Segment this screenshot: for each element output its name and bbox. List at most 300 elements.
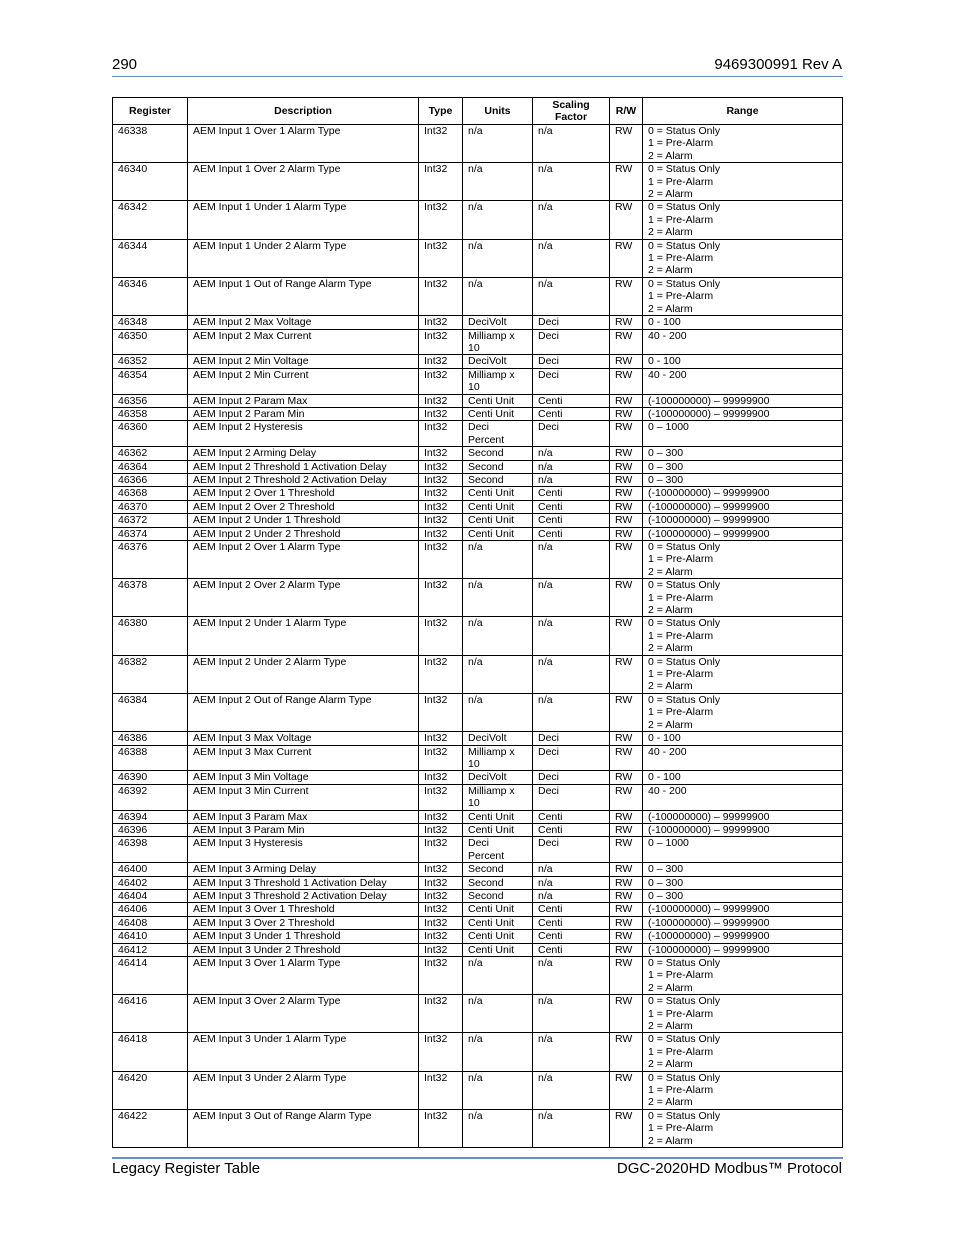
table-row xyxy=(113,1071,843,1109)
units-cell: n/a xyxy=(463,277,533,315)
table-header-row xyxy=(113,98,843,125)
range-cell: 0 - 100 xyxy=(643,355,843,368)
scaling-factor-cell: n/a xyxy=(533,473,610,486)
description-cell: AEM Input 3 Over 2 Threshold xyxy=(188,916,419,929)
range-cell: (-100000000) – 99999900 xyxy=(643,487,843,500)
register-cell: 46344 xyxy=(113,239,188,277)
scaling-factor-cell: Deci xyxy=(533,329,610,355)
type-cell: Int32 xyxy=(419,957,463,995)
rw-cell: RW xyxy=(610,447,643,460)
table-row xyxy=(113,527,843,540)
rw-cell: RW xyxy=(610,930,643,943)
type-cell: Int32 xyxy=(419,394,463,407)
range-cell: 40 - 200 xyxy=(643,745,843,771)
register-cell: 46352 xyxy=(113,355,188,368)
column-header-register: Register xyxy=(113,98,188,125)
scaling-factor-cell: Deci xyxy=(533,745,610,771)
type-cell: Int32 xyxy=(419,316,463,329)
rw-cell: RW xyxy=(610,863,643,876)
scaling-factor-cell: n/a xyxy=(533,617,610,655)
rw-cell: RW xyxy=(610,916,643,929)
type-cell: Int32 xyxy=(419,693,463,731)
range-cell: 0 – 1000 xyxy=(643,421,843,447)
type-cell: Int32 xyxy=(419,745,463,771)
scaling-factor-cell: n/a xyxy=(533,1033,610,1071)
range-cell: 0 = Status Only 1 = Pre-Alarm 2 = Alarm xyxy=(643,617,843,655)
column-header-units: Units xyxy=(463,98,533,125)
table-row xyxy=(113,163,843,201)
register-cell: 46360 xyxy=(113,421,188,447)
register-cell: 46396 xyxy=(113,823,188,836)
units-cell: n/a xyxy=(463,1033,533,1071)
page-number: 290 xyxy=(112,56,138,73)
type-cell: Int32 xyxy=(419,771,463,784)
register-cell: 46392 xyxy=(113,784,188,810)
table-row xyxy=(113,995,843,1033)
register-cell: 46348 xyxy=(113,316,188,329)
description-cell: AEM Input 3 Over 1 Threshold xyxy=(188,903,419,916)
register-cell: 46370 xyxy=(113,500,188,513)
type-cell: Int32 xyxy=(419,527,463,540)
rw-cell: RW xyxy=(610,473,643,486)
register-cell: 46388 xyxy=(113,745,188,771)
rw-cell: RW xyxy=(610,810,643,823)
scaling-factor-cell: Centi xyxy=(533,823,610,836)
scaling-factor-cell: n/a xyxy=(533,201,610,239)
range-cell: 0 - 100 xyxy=(643,771,843,784)
column-header-range: Range xyxy=(643,98,843,125)
scaling-factor-cell: Centi xyxy=(533,943,610,956)
rw-cell: RW xyxy=(610,487,643,500)
description-cell: AEM Input 2 Out of Range Alarm Type xyxy=(188,693,419,731)
scaling-factor-cell: n/a xyxy=(533,541,610,579)
units-cell: n/a xyxy=(463,957,533,995)
type-cell: Int32 xyxy=(419,863,463,876)
rw-cell: RW xyxy=(610,201,643,239)
range-cell: (-100000000) – 99999900 xyxy=(643,527,843,540)
description-cell: AEM Input 2 Max Voltage xyxy=(188,316,419,329)
description-cell: AEM Input 3 Param Min xyxy=(188,823,419,836)
range-cell: (-100000000) – 99999900 xyxy=(643,930,843,943)
range-cell: 0 – 300 xyxy=(643,889,843,902)
rw-cell: RW xyxy=(610,943,643,956)
scaling-factor-cell: n/a xyxy=(533,655,610,693)
table-row xyxy=(113,579,843,617)
table-row xyxy=(113,876,843,889)
scaling-factor-cell: Deci xyxy=(533,837,610,863)
rw-cell: RW xyxy=(610,407,643,420)
description-cell: AEM Input 2 Under 1 Alarm Type xyxy=(188,617,419,655)
scaling-factor-cell: n/a xyxy=(533,163,610,201)
range-cell: 0 = Status Only 1 = Pre-Alarm 2 = Alarm xyxy=(643,1071,843,1109)
scaling-factor-cell: Deci xyxy=(533,784,610,810)
table-row xyxy=(113,329,843,355)
type-cell: Int32 xyxy=(419,125,463,163)
description-cell: AEM Input 3 Param Max xyxy=(188,810,419,823)
scaling-factor-cell: Centi xyxy=(533,500,610,513)
table-row xyxy=(113,394,843,407)
range-cell: 0 – 300 xyxy=(643,876,843,889)
type-cell: Int32 xyxy=(419,407,463,420)
rw-cell: RW xyxy=(610,1071,643,1109)
rw-cell: RW xyxy=(610,617,643,655)
units-cell: n/a xyxy=(463,617,533,655)
table-row xyxy=(113,487,843,500)
scaling-factor-cell: n/a xyxy=(533,1109,610,1147)
register-cell: 46378 xyxy=(113,579,188,617)
description-cell: AEM Input 2 Param Max xyxy=(188,394,419,407)
type-cell: Int32 xyxy=(419,784,463,810)
range-cell: 0 = Status Only 1 = Pre-Alarm 2 = Alarm xyxy=(643,277,843,315)
rw-cell: RW xyxy=(610,1109,643,1147)
register-cell: 46354 xyxy=(113,368,188,394)
rw-cell: RW xyxy=(610,745,643,771)
scaling-factor-cell: n/a xyxy=(533,957,610,995)
units-cell: n/a xyxy=(463,1071,533,1109)
units-cell: n/a xyxy=(463,163,533,201)
range-cell: 0 = Status Only 1 = Pre-Alarm 2 = Alarm xyxy=(643,239,843,277)
range-cell: (-100000000) – 99999900 xyxy=(643,903,843,916)
range-cell: (-100000000) – 99999900 xyxy=(643,394,843,407)
units-cell: DeciVolt xyxy=(463,732,533,745)
description-cell: AEM Input 2 Min Current xyxy=(188,368,419,394)
table-row xyxy=(113,500,843,513)
rw-cell: RW xyxy=(610,771,643,784)
register-cell: 46418 xyxy=(113,1033,188,1071)
register-cell: 46406 xyxy=(113,903,188,916)
units-cell: Second xyxy=(463,876,533,889)
register-cell: 46340 xyxy=(113,163,188,201)
scaling-factor-cell: n/a xyxy=(533,1071,610,1109)
range-cell: (-100000000) – 99999900 xyxy=(643,514,843,527)
rw-cell: RW xyxy=(610,514,643,527)
scaling-factor-cell: Centi xyxy=(533,916,610,929)
description-cell: AEM Input 3 Min Current xyxy=(188,784,419,810)
register-cell: 46408 xyxy=(113,916,188,929)
rw-cell: RW xyxy=(610,655,643,693)
rw-cell: RW xyxy=(610,541,643,579)
type-cell: Int32 xyxy=(419,837,463,863)
units-cell: n/a xyxy=(463,239,533,277)
scaling-factor-cell: n/a xyxy=(533,995,610,1033)
scaling-factor-cell: Deci xyxy=(533,421,610,447)
rw-cell: RW xyxy=(610,957,643,995)
register-cell: 46390 xyxy=(113,771,188,784)
footer-rule xyxy=(112,1157,843,1159)
range-cell: 0 - 100 xyxy=(643,316,843,329)
range-cell: (-100000000) – 99999900 xyxy=(643,500,843,513)
units-cell: Second xyxy=(463,473,533,486)
type-cell: Int32 xyxy=(419,995,463,1033)
description-cell: AEM Input 3 Max Voltage xyxy=(188,732,419,745)
table-row xyxy=(113,239,843,277)
rw-cell: RW xyxy=(610,1033,643,1071)
register-cell: 46368 xyxy=(113,487,188,500)
units-cell: n/a xyxy=(463,579,533,617)
scaling-factor-cell: Deci xyxy=(533,355,610,368)
units-cell: DeciVolt xyxy=(463,771,533,784)
scaling-factor-cell: Deci xyxy=(533,771,610,784)
scaling-factor-cell: Centi xyxy=(533,903,610,916)
table-row xyxy=(113,316,843,329)
table-row xyxy=(113,277,843,315)
rw-cell: RW xyxy=(610,394,643,407)
type-cell: Int32 xyxy=(419,541,463,579)
rw-cell: RW xyxy=(610,889,643,902)
register-cell: 46386 xyxy=(113,732,188,745)
units-cell: Centi Unit xyxy=(463,916,533,929)
table-row xyxy=(113,1033,843,1071)
register-cell: 46404 xyxy=(113,889,188,902)
rw-cell: RW xyxy=(610,527,643,540)
range-cell: 0 = Status Only 1 = Pre-Alarm 2 = Alarm xyxy=(643,693,843,731)
description-cell: AEM Input 2 Under 2 Alarm Type xyxy=(188,655,419,693)
table-row xyxy=(113,732,843,745)
range-cell: 0 = Status Only 1 = Pre-Alarm 2 = Alarm xyxy=(643,655,843,693)
register-cell: 46394 xyxy=(113,810,188,823)
description-cell: AEM Input 3 Min Voltage xyxy=(188,771,419,784)
description-cell: AEM Input 1 Over 2 Alarm Type xyxy=(188,163,419,201)
table-row xyxy=(113,460,843,473)
table-row xyxy=(113,1109,843,1147)
register-cell: 46364 xyxy=(113,460,188,473)
table-row xyxy=(113,125,843,163)
document-id: 9469300991 Rev A xyxy=(714,56,842,73)
units-cell: Centi Unit xyxy=(463,930,533,943)
register-cell: 46412 xyxy=(113,943,188,956)
range-cell: (-100000000) – 99999900 xyxy=(643,407,843,420)
register-cell: 46338 xyxy=(113,125,188,163)
range-cell: 0 = Status Only 1 = Pre-Alarm 2 = Alarm xyxy=(643,1109,843,1147)
type-cell: Int32 xyxy=(419,201,463,239)
description-cell: AEM Input 2 Arming Delay xyxy=(188,447,419,460)
scaling-factor-cell: n/a xyxy=(533,579,610,617)
units-cell: Centi Unit xyxy=(463,810,533,823)
range-cell: (-100000000) – 99999900 xyxy=(643,943,843,956)
rw-cell: RW xyxy=(610,876,643,889)
units-cell: Milliamp x 10 xyxy=(463,368,533,394)
description-cell: AEM Input 2 Hysteresis xyxy=(188,421,419,447)
register-cell: 46420 xyxy=(113,1071,188,1109)
description-cell: AEM Input 2 Param Min xyxy=(188,407,419,420)
table-row xyxy=(113,943,843,956)
scaling-factor-cell: Deci xyxy=(533,732,610,745)
scaling-factor-cell: Centi xyxy=(533,487,610,500)
description-cell: AEM Input 2 Over 2 Threshold xyxy=(188,500,419,513)
type-cell: Int32 xyxy=(419,514,463,527)
register-cell: 46416 xyxy=(113,995,188,1033)
description-cell: AEM Input 1 Under 2 Alarm Type xyxy=(188,239,419,277)
scaling-factor-cell: n/a xyxy=(533,889,610,902)
register-table xyxy=(112,97,843,1148)
rw-cell: RW xyxy=(610,693,643,731)
type-cell: Int32 xyxy=(419,500,463,513)
register-cell: 46382 xyxy=(113,655,188,693)
table-row xyxy=(113,407,843,420)
header-rule xyxy=(112,76,843,77)
table-row xyxy=(113,823,843,836)
range-cell: 0 = Status Only 1 = Pre-Alarm 2 = Alarm xyxy=(643,957,843,995)
type-cell: Int32 xyxy=(419,1109,463,1147)
scaling-factor-cell: Centi xyxy=(533,514,610,527)
units-cell: Centi Unit xyxy=(463,527,533,540)
description-cell: AEM Input 2 Min Voltage xyxy=(188,355,419,368)
footer-title: DGC-2020HD Modbus™ Protocol xyxy=(616,1160,842,1177)
rw-cell: RW xyxy=(610,125,643,163)
type-cell: Int32 xyxy=(419,447,463,460)
units-cell: DeciVolt xyxy=(463,316,533,329)
register-cell: 46410 xyxy=(113,930,188,943)
table-row xyxy=(113,916,843,929)
table-row xyxy=(113,957,843,995)
table-body xyxy=(113,125,843,1148)
type-cell: Int32 xyxy=(419,903,463,916)
range-cell: 0 – 300 xyxy=(643,863,843,876)
description-cell: AEM Input 3 Under 2 Threshold xyxy=(188,943,419,956)
description-cell: AEM Input 2 Over 1 Threshold xyxy=(188,487,419,500)
units-cell: Milliamp x 10 xyxy=(463,745,533,771)
range-cell: 0 = Status Only 1 = Pre-Alarm 2 = Alarm xyxy=(643,1033,843,1071)
scaling-factor-cell: n/a xyxy=(533,447,610,460)
description-cell: AEM Input 3 Threshold 2 Activation Delay xyxy=(188,889,419,902)
units-cell: Centi Unit xyxy=(463,407,533,420)
scaling-factor-cell: n/a xyxy=(533,693,610,731)
register-cell: 46366 xyxy=(113,473,188,486)
scaling-factor-cell: n/a xyxy=(533,863,610,876)
register-cell: 46402 xyxy=(113,876,188,889)
rw-cell: RW xyxy=(610,784,643,810)
range-cell: 0 – 300 xyxy=(643,460,843,473)
units-cell: n/a xyxy=(463,541,533,579)
scaling-factor-cell: Deci xyxy=(533,316,610,329)
rw-cell: RW xyxy=(610,368,643,394)
register-cell: 46342 xyxy=(113,201,188,239)
units-cell: Second xyxy=(463,460,533,473)
type-cell: Int32 xyxy=(419,277,463,315)
table-row xyxy=(113,771,843,784)
register-cell: 46346 xyxy=(113,277,188,315)
rw-cell: RW xyxy=(610,421,643,447)
type-cell: Int32 xyxy=(419,1033,463,1071)
units-cell: Second xyxy=(463,447,533,460)
table-row xyxy=(113,421,843,447)
range-cell: 0 = Status Only 1 = Pre-Alarm 2 = Alarm xyxy=(643,201,843,239)
description-cell: AEM Input 3 Under 2 Alarm Type xyxy=(188,1071,419,1109)
rw-cell: RW xyxy=(610,239,643,277)
rw-cell: RW xyxy=(610,329,643,355)
type-cell: Int32 xyxy=(419,876,463,889)
table-row xyxy=(113,693,843,731)
table-row xyxy=(113,863,843,876)
register-cell: 46400 xyxy=(113,863,188,876)
description-cell: AEM Input 3 Out of Range Alarm Type xyxy=(188,1109,419,1147)
range-cell: 40 - 200 xyxy=(643,368,843,394)
range-cell: 0 = Status Only 1 = Pre-Alarm 2 = Alarm xyxy=(643,995,843,1033)
register-cell: 46358 xyxy=(113,407,188,420)
column-header-type: Type xyxy=(419,98,463,125)
units-cell: n/a xyxy=(463,201,533,239)
register-cell: 46350 xyxy=(113,329,188,355)
scaling-factor-cell: Deci xyxy=(533,368,610,394)
units-cell: DeciVolt xyxy=(463,355,533,368)
units-cell: Deci Percent xyxy=(463,837,533,863)
type-cell: Int32 xyxy=(419,487,463,500)
register-cell: 46380 xyxy=(113,617,188,655)
range-cell: 0 = Status Only 1 = Pre-Alarm 2 = Alarm xyxy=(643,125,843,163)
description-cell: AEM Input 2 Max Current xyxy=(188,329,419,355)
rw-cell: RW xyxy=(610,903,643,916)
type-cell: Int32 xyxy=(419,239,463,277)
register-cell: 46372 xyxy=(113,514,188,527)
rw-cell: RW xyxy=(610,995,643,1033)
table-row xyxy=(113,541,843,579)
rw-cell: RW xyxy=(610,837,643,863)
type-cell: Int32 xyxy=(419,329,463,355)
scaling-factor-cell: Centi xyxy=(533,527,610,540)
type-cell: Int32 xyxy=(419,916,463,929)
table-row xyxy=(113,837,843,863)
type-cell: Int32 xyxy=(419,473,463,486)
description-cell: AEM Input 2 Under 2 Threshold xyxy=(188,527,419,540)
column-header-description: Description xyxy=(188,98,419,125)
description-cell: AEM Input 2 Threshold 2 Activation Delay xyxy=(188,473,419,486)
scaling-factor-cell: n/a xyxy=(533,239,610,277)
description-cell: AEM Input 3 Over 2 Alarm Type xyxy=(188,995,419,1033)
units-cell: n/a xyxy=(463,995,533,1033)
table-row xyxy=(113,784,843,810)
description-cell: AEM Input 3 Hysteresis xyxy=(188,837,419,863)
description-cell: AEM Input 2 Under 1 Threshold xyxy=(188,514,419,527)
units-cell: n/a xyxy=(463,693,533,731)
type-cell: Int32 xyxy=(419,655,463,693)
register-cell: 46398 xyxy=(113,837,188,863)
range-cell: 0 – 300 xyxy=(643,473,843,486)
scaling-factor-cell: Centi xyxy=(533,394,610,407)
table-row xyxy=(113,368,843,394)
description-cell: AEM Input 3 Arming Delay xyxy=(188,863,419,876)
type-cell: Int32 xyxy=(419,579,463,617)
units-cell: Centi Unit xyxy=(463,823,533,836)
table-row xyxy=(113,447,843,460)
column-header-scaling-factor: Scaling Factor xyxy=(533,98,610,125)
scaling-factor-cell: n/a xyxy=(533,876,610,889)
description-cell: AEM Input 3 Over 1 Alarm Type xyxy=(188,957,419,995)
units-cell: Centi Unit xyxy=(463,514,533,527)
range-cell: 0 = Status Only 1 = Pre-Alarm 2 = Alarm xyxy=(643,541,843,579)
table-row xyxy=(113,903,843,916)
type-cell: Int32 xyxy=(419,460,463,473)
table-row xyxy=(113,201,843,239)
type-cell: Int32 xyxy=(419,368,463,394)
type-cell: Int32 xyxy=(419,823,463,836)
range-cell: 0 – 1000 xyxy=(643,837,843,863)
units-cell: Centi Unit xyxy=(463,943,533,956)
table-row xyxy=(113,745,843,771)
units-cell: n/a xyxy=(463,125,533,163)
type-cell: Int32 xyxy=(419,930,463,943)
rw-cell: RW xyxy=(610,277,643,315)
units-cell: n/a xyxy=(463,655,533,693)
type-cell: Int32 xyxy=(419,163,463,201)
register-cell: 46422 xyxy=(113,1109,188,1147)
table-row xyxy=(113,810,843,823)
units-cell: Centi Unit xyxy=(463,903,533,916)
range-cell: (-100000000) – 99999900 xyxy=(643,810,843,823)
type-cell: Int32 xyxy=(419,1071,463,1109)
description-cell: AEM Input 2 Over 2 Alarm Type xyxy=(188,579,419,617)
register-cell: 46414 xyxy=(113,957,188,995)
scaling-factor-cell: n/a xyxy=(533,460,610,473)
